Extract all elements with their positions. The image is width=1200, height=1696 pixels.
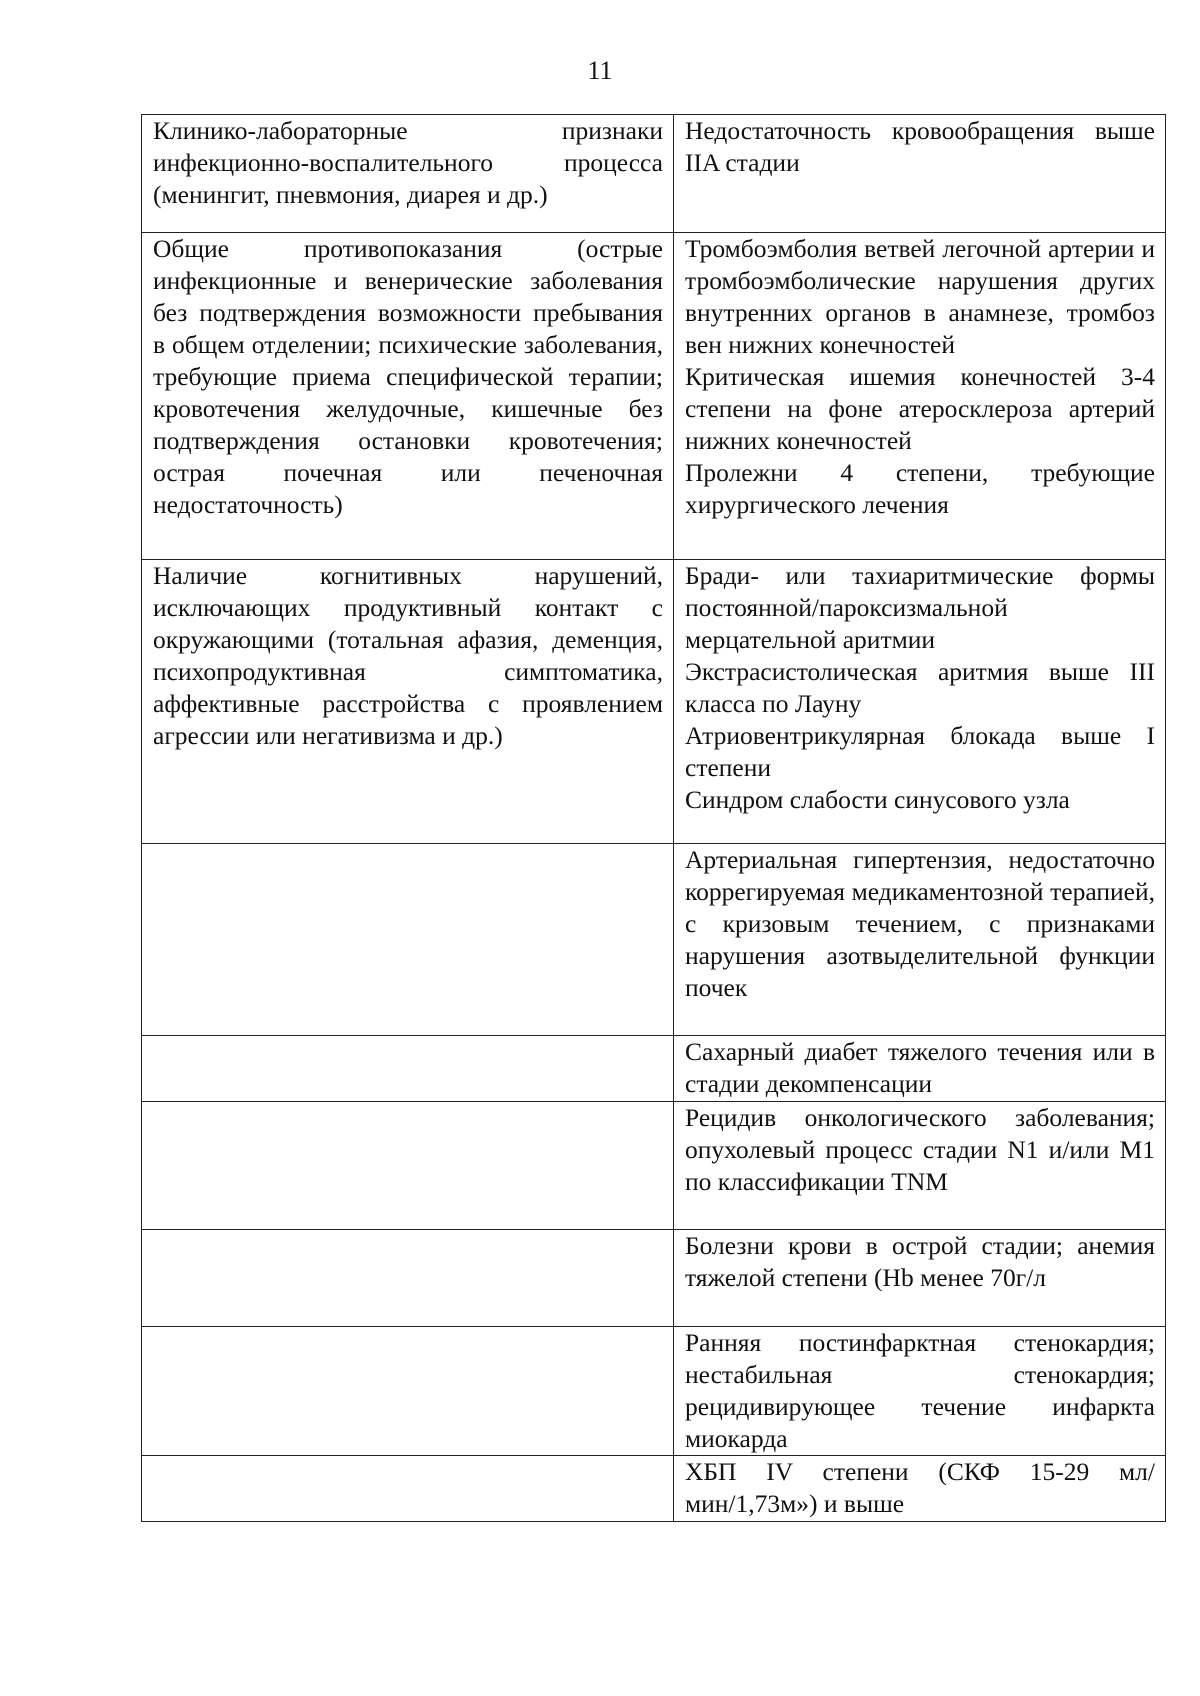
table-row [142, 1230, 1166, 1327]
table-cell-left [142, 1230, 674, 1327]
table-cell-left [142, 844, 674, 1036]
table-row [142, 560, 1166, 844]
cell-text: Недостаточность кровообращения выше IIA стадии [685, 116, 1155, 177]
table-cell-left [142, 1102, 674, 1230]
cell-text: Синдром слабости синусового узла [685, 785, 1070, 814]
table-cell-left [142, 1327, 674, 1456]
table-cell-right [674, 115, 1166, 233]
cell-text: Атриовентрикулярная блокада выше I степени [685, 721, 1155, 782]
table-cell-left [142, 1036, 674, 1102]
table-row [142, 115, 1166, 233]
table-row [142, 1456, 1166, 1522]
cell-text: Болезни крови в острой стадии; анемия тяжелой степени (Hb менее 70г/л [685, 1231, 1155, 1292]
table-cell-left [142, 233, 674, 560]
table-cell-right [674, 1102, 1166, 1230]
cell-text: Тромбоэмболия ветвей легочной артерии и тромбоэмболические нарушения других внутренних органов в анамнезе, тромбоз вен нижних конечностей [685, 234, 1155, 359]
cell-text: Клинико-лабораторные признаки инфекционно-воспалительного процесса (менингит, пневмония, диарея и др.) [153, 116, 663, 209]
table-cell-right [674, 560, 1166, 844]
table-cell-right [674, 1230, 1166, 1327]
table-cell-right [674, 1327, 1166, 1456]
cell-text: Пролежни 4 степени, требующие хирургического лечения [685, 458, 1155, 519]
cell-text: Общие противопоказания (острые инфекционные и венерические заболевания без подтверждения возможности пребывания в общем отделении; психические заболевания, требующие приема специфической терапии; кровотечения желудочные, кишечные без подтверждения остановки кровотечения; острая почечная или печеночная недостаточность) [153, 234, 663, 519]
cell-text: Экстрасистолическая аритмия выше III класса по Лауну [685, 657, 1155, 718]
cell-text: Критическая ишемия конечностей 3-4 степени на фоне атеросклероза артерий нижних конечностей [685, 362, 1155, 455]
table-cell-left [142, 560, 674, 844]
cell-text: Сахарный диабет тяжелого течения или в стадии декомпенсации [685, 1037, 1155, 1098]
table-cell-right [674, 1456, 1166, 1522]
table-row [142, 1102, 1166, 1230]
table-row [142, 1327, 1166, 1456]
table-cell-left [142, 1456, 674, 1522]
cell-text: Рецидив онкологического заболевания; опухолевый процесс стадии N1 и/или M1 по классификации TNM [685, 1103, 1155, 1196]
page-number: 11 [587, 56, 613, 85]
table-cell-right [674, 844, 1166, 1036]
cell-text: Ранняя постинфарктная стенокардия; нестабильная стенокардия; рецидивирующее течение инфаркта миокарда [685, 1328, 1155, 1453]
table-row [142, 233, 1166, 560]
cell-text: ХБП IV степени (СКФ 15-29 мл/мин/1,73м») и выше [685, 1457, 1155, 1518]
cell-text: Наличие когнитивных нарушений, исключающих продуктивный контакт с окружающими (тотальная афазия, деменция, психопродуктивная симптоматика, аффективные расстройства с проявлением агрессии или негативизма и др.) [153, 561, 663, 750]
contraindications-table [141, 114, 1166, 1522]
table-row [142, 1036, 1166, 1102]
cell-text: Бради- или тахиаритмические формы постоянной/пароксизмальной мерцательной аритмии [685, 561, 1155, 654]
table-cell-left [142, 115, 674, 233]
table-cell-right [674, 1036, 1166, 1102]
cell-text: Артериальная гипертензия, недостаточно коррегируемая медикаментозной терапией, с кризовым течением, с признаками нарушения азотвыделительной функции почек [685, 845, 1155, 1002]
table-row [142, 844, 1166, 1036]
table-cell-right [674, 233, 1166, 560]
